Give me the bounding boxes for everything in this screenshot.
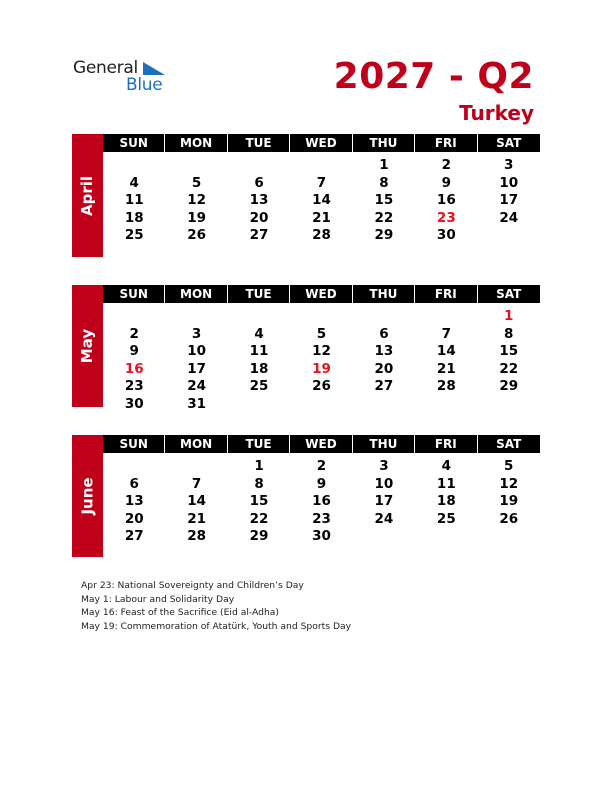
- day-cell: 6: [254, 174, 264, 191]
- day-cell: 3: [191, 325, 202, 342]
- week-row: [103, 227, 540, 245]
- day-cell: 11: [124, 192, 144, 208]
- weekday-header: [103, 285, 540, 303]
- day-cell: 16: [312, 493, 331, 509]
- day-cell: 14: [436, 343, 456, 359]
- day-cell: 25: [124, 227, 144, 243]
- day-cell: 12: [499, 475, 519, 492]
- day-cell: 25: [249, 378, 269, 394]
- weekday-label: FRI: [415, 134, 477, 152]
- empty-day-cell: [228, 308, 290, 326]
- weekday-label: MON: [165, 134, 227, 152]
- empty-day-cell: [165, 157, 227, 175]
- empty-day-cell: [478, 396, 540, 414]
- day-cell: 25: [436, 510, 456, 527]
- holiday-note: May 1: Labour and Solidarity Day: [81, 593, 235, 605]
- day-cell: 23: [312, 510, 331, 527]
- holiday-note: May 16: Feast of the Sacrifice (Eid al-Adha): [81, 607, 280, 618]
- day-cell: 24: [187, 378, 207, 394]
- month-block-may: [72, 285, 540, 412]
- empty-day-cell: [478, 528, 540, 546]
- weekday-label: SAT: [496, 136, 522, 150]
- day-cell: 20: [374, 360, 394, 377]
- holiday-note: May 19: Commemoration of Atatürk, Youth and Sports Day: [81, 620, 352, 632]
- day-cell: 23: [124, 378, 144, 394]
- weekday-header: [103, 134, 540, 152]
- weekday-label: WED: [290, 285, 352, 303]
- day-cell: 9: [316, 475, 327, 492]
- day-cell: 30: [124, 395, 144, 412]
- day-cell: 3: [504, 157, 514, 173]
- logo-text-general: General: [73, 58, 138, 78]
- day-cell: 15: [374, 192, 394, 208]
- day-cell: 30: [436, 227, 456, 243]
- empty-day-cell: [290, 157, 352, 175]
- week-row: [103, 343, 540, 361]
- empty-day-cell: [228, 157, 290, 175]
- week-row: [103, 210, 540, 228]
- month-side-label: [72, 435, 103, 557]
- day-cell: 17: [499, 192, 519, 208]
- weekday-label: SUN: [103, 285, 165, 303]
- weekday-label: THU: [353, 435, 415, 453]
- day-cell: 2: [316, 458, 327, 474]
- empty-day-cell: [353, 528, 415, 546]
- month-block-april: [72, 134, 540, 257]
- empty-day-cell: [415, 308, 477, 326]
- holiday-notes: [81, 579, 351, 633]
- day-cell: 7: [316, 174, 327, 191]
- day-cell: 14: [187, 493, 207, 509]
- day-cell: 26: [312, 378, 331, 394]
- day-cell: 27: [374, 378, 394, 394]
- month-side-label: [72, 134, 103, 257]
- weekday-label: SUN: [103, 134, 165, 152]
- empty-day-cell: [478, 227, 540, 245]
- week-row: [103, 326, 540, 344]
- day-cell: 30: [312, 528, 331, 544]
- day-cell: 29: [249, 528, 269, 544]
- day-cell: 8: [379, 174, 389, 191]
- weekday-label: WED: [290, 134, 352, 152]
- month-block-june: [72, 435, 540, 557]
- weekday-label: THU: [353, 285, 415, 303]
- week-row: [103, 528, 540, 546]
- day-cell: 22: [499, 360, 519, 377]
- day-cell: 18: [249, 360, 269, 377]
- day-cell: 7: [191, 475, 202, 492]
- day-cell: 8: [504, 325, 514, 342]
- day-cell: 15: [499, 343, 519, 359]
- day-cell: 28: [187, 528, 207, 544]
- weekday-label: MON: [165, 435, 227, 453]
- day-cell: 13: [249, 192, 269, 208]
- day-cell: 19: [499, 493, 519, 509]
- weekday-label: FRI: [415, 435, 477, 453]
- day-cell: 21: [436, 360, 456, 377]
- week-row: [103, 476, 540, 494]
- weekday-header: [103, 435, 540, 453]
- day-cell: 28: [312, 227, 331, 243]
- day-cell: 10: [499, 174, 519, 191]
- logo-triangle-icon: [141, 60, 167, 76]
- day-cell: 4: [254, 325, 264, 342]
- day-cell: 29: [374, 227, 394, 243]
- weekday-label: WED: [290, 435, 352, 453]
- day-cell: 4: [129, 174, 139, 191]
- day-cell: 14: [312, 192, 331, 208]
- empty-day-cell: [228, 396, 290, 414]
- week-row: [103, 458, 540, 476]
- week-row: [103, 378, 540, 396]
- empty-day-cell: [165, 458, 227, 476]
- day-cell: 18: [124, 209, 144, 226]
- day-cell: 2: [441, 157, 452, 173]
- day-cell: 23: [436, 209, 456, 226]
- logo: [73, 58, 173, 98]
- page-title: 2027 - Q2: [333, 56, 534, 97]
- empty-day-cell: [415, 396, 477, 414]
- empty-day-cell: [103, 157, 165, 175]
- month-name: June: [78, 477, 97, 515]
- weekday-label: FRI: [415, 285, 477, 303]
- empty-day-cell: [103, 308, 165, 326]
- week-row: [103, 493, 540, 511]
- empty-day-cell: [353, 308, 415, 326]
- week-row: [103, 511, 540, 529]
- day-cell: 5: [191, 174, 202, 191]
- empty-day-cell: [353, 396, 415, 414]
- weekday-label: TUE: [228, 435, 290, 453]
- day-cell: 7: [441, 325, 452, 342]
- month-side-label: [72, 285, 103, 407]
- day-cell: 19: [312, 360, 331, 377]
- month-grid: [103, 285, 540, 413]
- day-cell: 5: [504, 458, 514, 474]
- empty-day-cell: [290, 396, 352, 414]
- weekday-label: TUE: [228, 134, 290, 152]
- weekday-label: TUE: [228, 285, 290, 303]
- day-cell: 13: [374, 343, 394, 359]
- day-cell: 12: [312, 343, 331, 359]
- weekday-label: SUN: [103, 435, 165, 453]
- month-grid: [103, 435, 540, 546]
- day-cell: 9: [129, 343, 139, 359]
- day-cell: 22: [374, 209, 394, 226]
- empty-day-cell: [290, 308, 352, 326]
- day-cell: 20: [124, 510, 144, 527]
- day-cell: 8: [254, 475, 264, 492]
- day-cell: 22: [249, 510, 269, 527]
- day-cell: 16: [124, 360, 144, 377]
- day-cell: 5: [316, 325, 327, 342]
- day-cell: 21: [312, 209, 331, 226]
- week-row: [103, 396, 540, 414]
- day-cell: 1: [379, 157, 389, 173]
- day-cell: 17: [187, 360, 207, 377]
- day-cell: 6: [129, 475, 139, 492]
- day-cell: 10: [187, 343, 207, 359]
- day-cell: 16: [436, 192, 456, 208]
- day-cell: 9: [441, 174, 452, 191]
- day-cell: 4: [441, 458, 452, 474]
- week-row: [103, 192, 540, 210]
- day-cell: 31: [187, 395, 207, 412]
- weekday-label: MON: [165, 285, 227, 303]
- empty-day-cell: [165, 308, 227, 326]
- week-row: [103, 175, 540, 193]
- month-name: May: [78, 328, 97, 364]
- weekday-label: SAT: [496, 437, 522, 451]
- day-cell: 12: [187, 192, 207, 208]
- day-cell: 6: [379, 325, 389, 342]
- month-name: April: [78, 175, 97, 216]
- day-cell: 27: [124, 528, 144, 544]
- day-cell: 3: [379, 458, 389, 474]
- empty-day-cell: [103, 458, 165, 476]
- day-cell: 17: [374, 493, 394, 509]
- week-row: [103, 308, 540, 326]
- day-cell: 28: [436, 378, 456, 394]
- day-cell: 18: [436, 493, 456, 509]
- day-cell: 11: [249, 343, 269, 359]
- logo-text-blue: Blue: [126, 75, 163, 95]
- country-label: Turkey: [459, 101, 534, 125]
- holiday-note: Apr 23: National Sovereignty and Children’s Day: [81, 580, 304, 591]
- day-cell: 13: [124, 493, 144, 509]
- weekday-label: SAT: [496, 287, 522, 301]
- day-cell: 27: [249, 227, 269, 243]
- day-cell: 29: [499, 378, 519, 394]
- day-cell: 1: [504, 308, 514, 324]
- day-cell: 15: [249, 493, 269, 509]
- day-cell: 24: [374, 510, 394, 527]
- day-cell: 20: [249, 209, 269, 226]
- day-cell: 19: [187, 209, 207, 226]
- day-cell: 2: [129, 325, 139, 342]
- day-cell: 26: [499, 510, 519, 527]
- day-cell: 1: [254, 458, 264, 474]
- month-grid: [103, 134, 540, 245]
- day-cell: 11: [436, 475, 456, 492]
- week-row: [103, 157, 540, 175]
- day-cell: 21: [187, 510, 207, 527]
- weekday-label: THU: [353, 134, 415, 152]
- day-cell: 26: [187, 227, 207, 243]
- week-row: [103, 361, 540, 379]
- day-cell: 24: [499, 209, 519, 226]
- day-cell: 10: [374, 475, 394, 492]
- empty-day-cell: [415, 528, 477, 546]
